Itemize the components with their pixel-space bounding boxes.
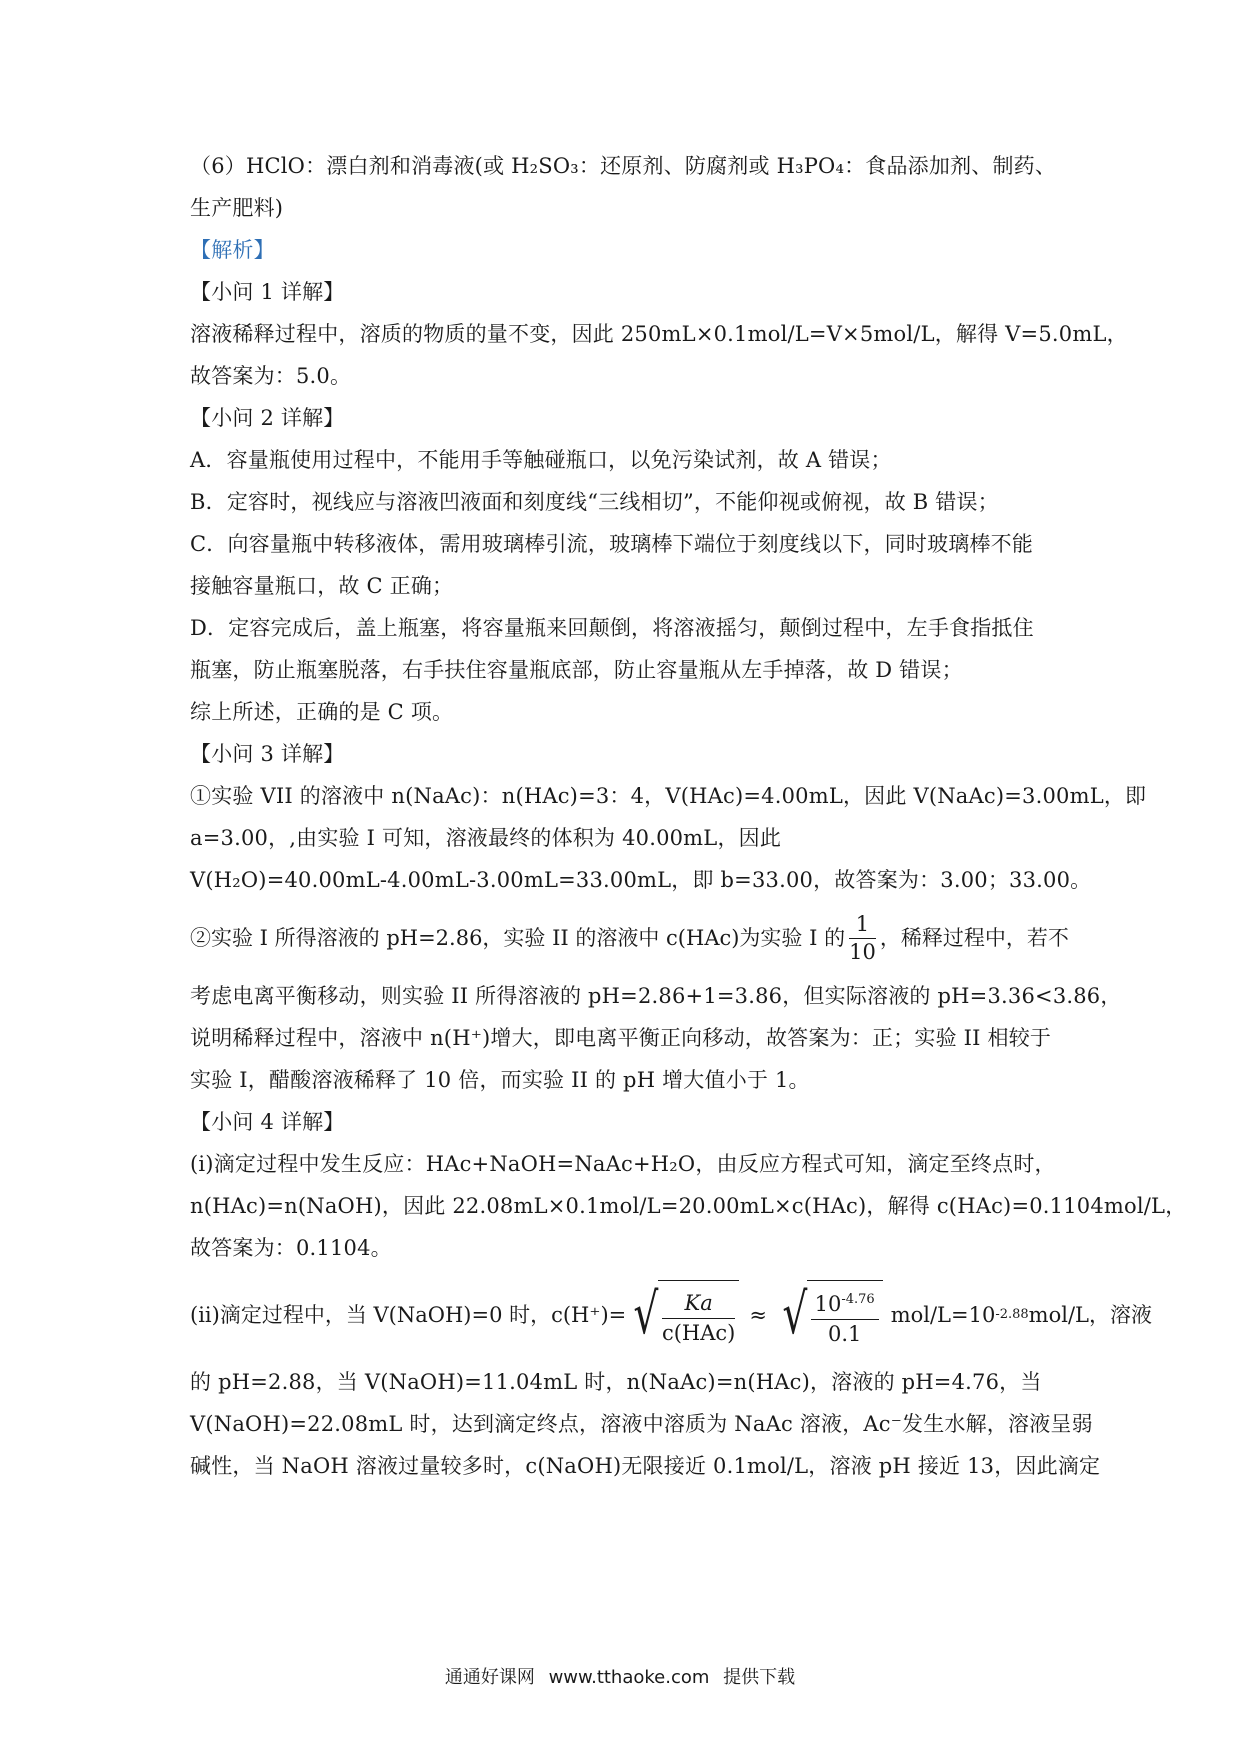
radicand (658, 1280, 739, 1350)
radical-sign-icon: √ (782, 1282, 808, 1347)
paragraph-line: 碱性，当 NaOH 溶液过量较多时，c(NaOH)无限接近 0.1mol/L，溶液 pH 接近 13，因此滴定 (190, 1454, 1101, 1478)
text-run: ，稀释过程中，若不 (879, 926, 1069, 950)
paragraph-line: C．向容量瓶中转移液体，需用玻璃棒引流，玻璃棒下端位于刻度线以下，同时玻璃棒不能 (190, 532, 1034, 556)
footer-url[interactable]: www.tthaoke.com (548, 1667, 710, 1688)
fraction-numerator: 1 (849, 914, 876, 939)
fraction (811, 1293, 879, 1345)
ka-symbol: Ka (662, 1293, 735, 1319)
radical-sign-icon: √ (633, 1282, 659, 1347)
fraction-denominator: 10 (849, 939, 876, 964)
answer-line: （6）HClO：漂白剂和消毒液(或 H₂SO₃：还原剂、防腐剂或 H₃PO₄：食品添加剂、制药、 (190, 154, 1057, 178)
paragraph-line: 实验 I，醋酸溶液稀释了 10 倍，而实验 II 的 pH 增大值小于 1。 (190, 1068, 810, 1092)
square-root (628, 1280, 739, 1350)
paragraph-line: 溶液稀释过程中，溶质的物质的量不变，因此 250mL×0.1mol/L=V×5mol/L，解得 V=5.0mL， (190, 322, 1128, 346)
square-root (777, 1280, 883, 1350)
radicand (807, 1280, 883, 1350)
section-heading: 【小问 4 详解】 (190, 1110, 345, 1134)
paragraph-line: V(NaOH)=22.08mL 时，达到滴定终点，溶液中溶质为 NaAc 溶液，Ac⁻发生水解，溶液呈弱 (190, 1412, 1093, 1436)
analysis-heading: 【解析】 (190, 238, 275, 262)
paragraph-line: 的 pH=2.88，当 V(NaOH)=11.04mL 时，n(NaAc)=n(HAc)，溶液的 pH=4.76，当 (190, 1370, 1042, 1394)
footer-suffix: 提供下载 (723, 1667, 796, 1688)
fraction (849, 911, 876, 964)
paragraph-line-with-fraction (190, 901, 1069, 975)
fraction-numerator (811, 1293, 879, 1320)
fraction (662, 1293, 735, 1344)
paragraph-line: a=3.00，,由实验 I 可知，溶液最终的体积为 40.00mL，因此 (190, 826, 782, 850)
paragraph-line: D．定容完成后，盖上瓶塞，将容量瓶来回颠倒，将溶液摇匀，颠倒过程中，左手食指抵住 (190, 616, 1034, 640)
power-base: 10 (814, 1291, 842, 1316)
paragraph-line: 说明稀释过程中，溶液中 n(H⁺)增大，即电离平衡正向移动，故答案为：正；实验 II 相较于 (190, 1026, 1052, 1050)
equation-line (190, 1269, 1152, 1361)
footer-site-name: 通通好课网 (444, 1667, 535, 1688)
power-exponent: -4.76 (841, 1291, 875, 1307)
text-run: (ii)滴定过程中，当 V(NaOH)=0 时，c(H⁺)= (190, 1303, 627, 1327)
section-heading: 【小问 2 详解】 (190, 406, 345, 430)
paragraph-line: (i)滴定过程中发生反应：HAc+NaOH=NaAc+H₂O，由反应方程式可知，滴定至终点时， (190, 1152, 1056, 1176)
fraction-denominator: 0.1 (827, 1321, 862, 1346)
approx-symbol: ≈ (749, 1303, 767, 1327)
paragraph-line: n(HAc)=n(NaOH)，因此 22.08mL×0.1mol/L=20.00mL×c(HAc)，解得 c(HAc)=0.1104mol/L， (190, 1194, 1187, 1218)
paragraph-line: 瓶塞，防止瓶塞脱落，右手扶住容量瓶底部，防止容量瓶从左手掉落，故 D 错误； (190, 658, 963, 682)
paragraph-line: 接触容量瓶口，故 C 正确； (190, 574, 454, 598)
paragraph-line: ①实验 VII 的溶液中 n(NaAc)：n(HAc)=3：4，V(HAc)=4.00mL，因此 V(NaAc)=3.00mL，即 (190, 784, 1147, 808)
section-heading: 【小问 1 详解】 (190, 280, 345, 304)
paragraph-line: 考虑电离平衡移动，则实验 II 所得溶液的 pH=2.86+1=3.86，但实际溶液的 pH=3.36<3.86， (190, 984, 1122, 1008)
answer-line: 生产肥料) (190, 196, 284, 220)
page-footer (0, 1663, 1240, 1689)
paragraph-line: A．容量瓶使用过程中，不能用手等触碰瓶口，以免污染试剂，故 A 错误； (190, 448, 892, 472)
section-heading: 【小问 3 详解】 (190, 742, 345, 766)
paragraph-line: 故答案为：5.0。 (190, 364, 352, 388)
text-run: mol/L=10 (890, 1303, 996, 1327)
text-run: mol/L，溶液 (1028, 1303, 1152, 1327)
paragraph-line: V(H₂O)=40.00mL-4.00mL-3.00mL=33.00mL，即 b=33.00，故答案为：3.00；33.00。 (190, 868, 1092, 892)
paragraph-line: 故答案为：0.1104。 (190, 1236, 392, 1260)
paragraph-line: B．定容时，视线应与溶液凹液面和刻度线“三线相切”，不能仰视或俯视，故 B 错误； (190, 490, 999, 514)
document-body (190, 145, 1187, 1487)
concentration-hac: c(HAc) (661, 1321, 736, 1345)
text-run: ②实验 I 所得溶液的 pH=2.86，实验 II 的溶液中 c(HAc)为实验 I 的 (190, 926, 846, 950)
power-exponent: -2.88 (995, 1307, 1029, 1322)
paragraph-line: 综上所述，正确的是 C 项。 (190, 700, 454, 724)
